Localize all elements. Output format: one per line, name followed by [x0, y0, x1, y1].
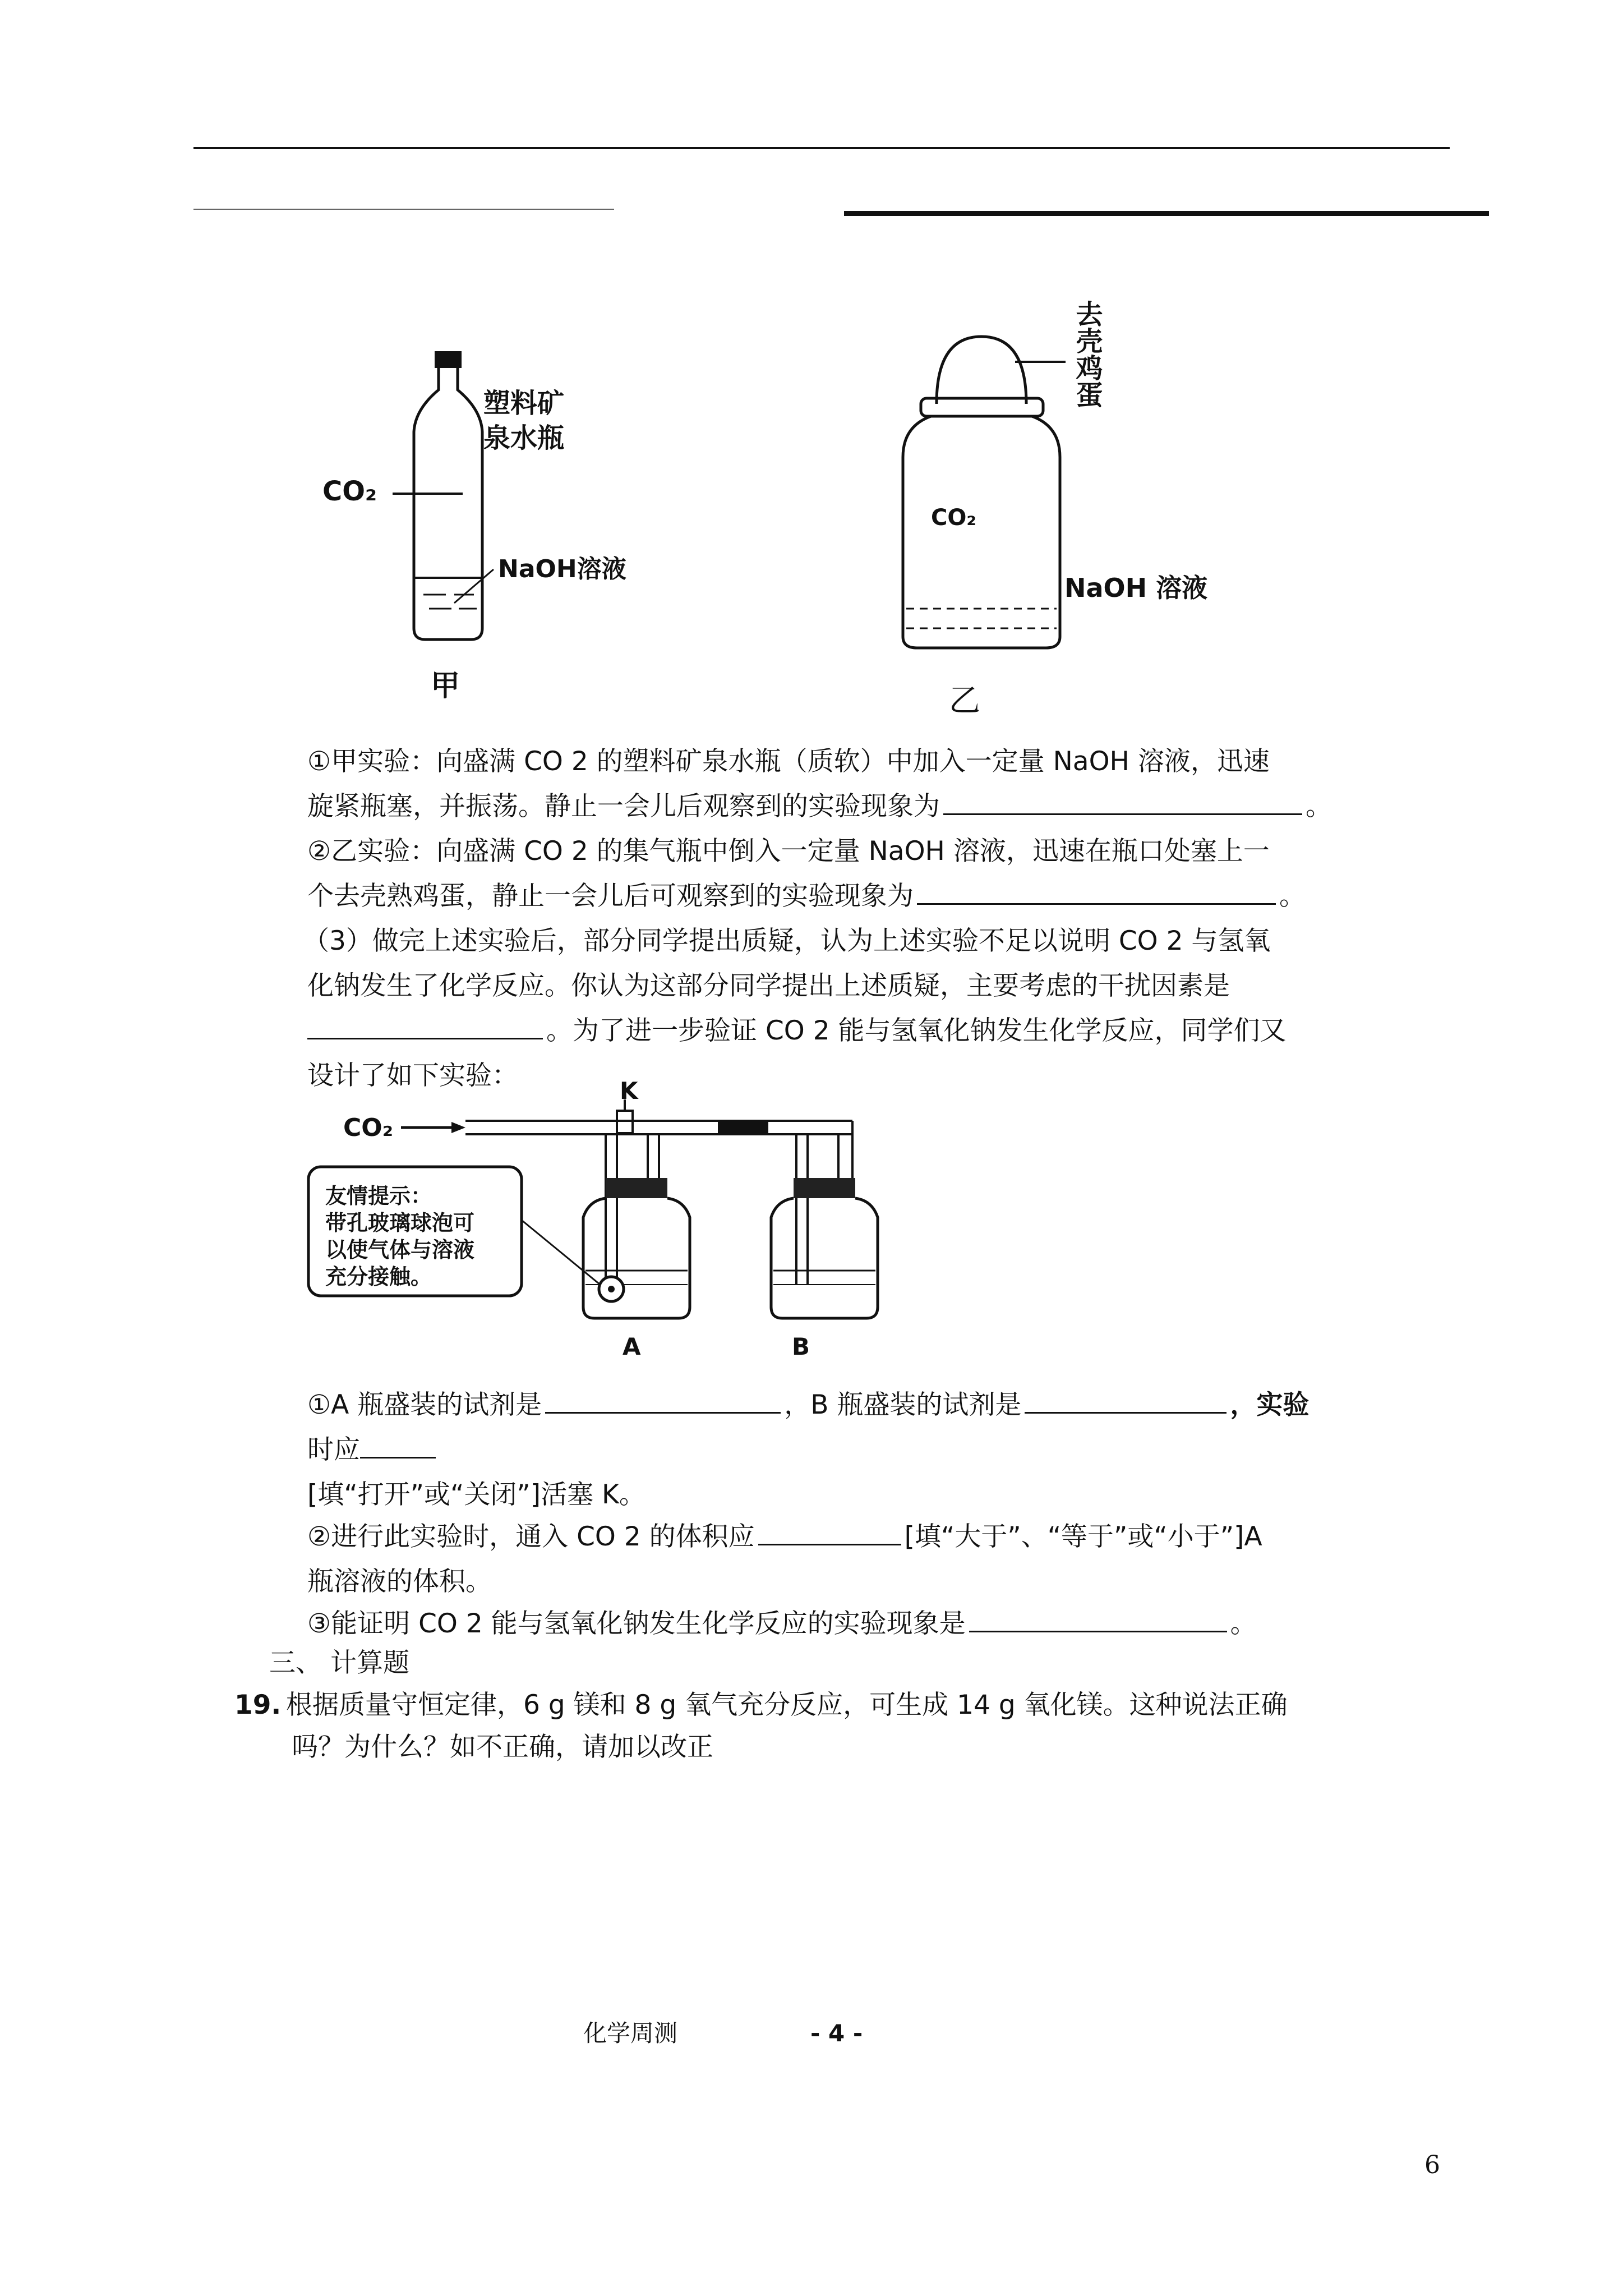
s2-line-1	[307, 1515, 1262, 1559]
q3-line-2: 化钠发生了化学反应。你认为这部分同学提出上述质疑，主要考虑的干扰因素是	[307, 970, 1230, 1001]
bottle-a-label: A	[623, 1333, 641, 1360]
s1-line-1	[307, 1383, 1309, 1428]
q3-line-3	[307, 1009, 1287, 1053]
s1-line-2	[307, 1428, 439, 1473]
q2-2-line-1: ②乙实验：向盛满 CO 2 的集气瓶中倒入一定量 NaOH 溶液，迅速在瓶口处塞上一	[307, 836, 1270, 867]
q3-line-4: 设计了如下实验：	[307, 1060, 518, 1091]
q2-1-line-2	[307, 784, 1332, 829]
tip-box-line-3: 以使气体与溶液	[325, 1237, 475, 1262]
tip-box-line-4: 充分接触。	[325, 1264, 432, 1289]
valve-state-blank[interactable]	[360, 1431, 436, 1458]
figure-jia-caption: 甲	[431, 669, 460, 703]
s1-text-d: 时应	[307, 1434, 360, 1465]
q3-line-1: （3）做完上述实验后，部分同学提出质疑，认为上述实验不足以说明 CO 2 与氢氧	[303, 926, 1271, 956]
q19-line-1: 根据质量守恒定律，6 g 镁和 8 g 氧气充分反应，可生成 14 g 氧化镁。这种说法正确	[286, 1690, 1288, 1720]
a-bottle-reagent-blank[interactable]	[545, 1386, 781, 1414]
s2-line-2: 瓶溶液的体积。	[307, 1566, 492, 1597]
q2-2-answer-blank[interactable]	[917, 877, 1276, 905]
volume-compare-blank[interactable]	[758, 1518, 901, 1545]
q19-number: 19.	[234, 1690, 282, 1720]
s1-text-c: ，实验	[1230, 1389, 1310, 1420]
figure-jia-bottle-label-1: 塑料矿	[483, 388, 565, 419]
figure-yi-solution-label: NaOH 溶液	[1064, 573, 1208, 603]
s1-line-3: [填“打开”或“关闭”]活塞 K。	[307, 1479, 645, 1510]
tip-box-line-2: 带孔玻璃球泡可	[325, 1211, 475, 1235]
q2-1-answer-blank[interactable]	[943, 788, 1302, 815]
footer-subject: 化学周测	[583, 2019, 678, 2047]
figure-apparatus-valve-label: K	[620, 1077, 638, 1105]
s3-end: 。	[1230, 1608, 1257, 1639]
s2-text-a: ②进行此实验时，通入 CO 2 的体积应	[307, 1521, 755, 1552]
figure-apparatus-co2-label: CO₂	[343, 1114, 393, 1142]
s1-text-a: ①A 瓶盛装的试剂是	[307, 1389, 542, 1420]
s1-text-b: ，B 瓶盛装的试剂是	[784, 1389, 1022, 1420]
figure-jia-bottle-label-2: 泉水瓶	[483, 422, 565, 454]
s3-text-a: ③能证明 CO 2 能与氢氧化钠发生化学反应的实验现象是	[307, 1608, 966, 1639]
page-number: 6	[1424, 2151, 1440, 2179]
header-rule-top	[193, 147, 1450, 149]
section-title: 三、 计算题	[269, 1648, 409, 1678]
footer-page: - 4 -	[810, 2019, 863, 2047]
header-rule-left	[193, 209, 614, 210]
bottle-b-label: B	[792, 1333, 810, 1360]
s2-text-b: [填“大于”、“等于”或“小于”]A	[904, 1521, 1262, 1552]
tip-box-line-1: 友情提示：	[325, 1184, 432, 1208]
figure-yi-egg-label: 去壳鸡蛋	[1071, 300, 1103, 408]
header-rule-right	[844, 211, 1489, 216]
q3-line-3-text: 。为了进一步验证 CO 2 能与氢氧化钠发生化学反应，同学们又	[546, 1015, 1287, 1046]
figure-yi-caption: 乙	[949, 683, 980, 719]
q2-2-line-2-text: 个去壳熟鸡蛋，静止一会儿后可观察到的实验现象为	[307, 881, 914, 912]
phenomenon-blank[interactable]	[969, 1605, 1227, 1632]
q2-1-line-1: ①甲实验：向盛满 CO 2 的塑料矿泉水瓶（质软）中加入一定量 NaOH 溶液，迅速	[307, 746, 1270, 777]
q2-2-line-2	[307, 874, 1306, 919]
s3-line-1	[307, 1602, 1257, 1646]
q2-2-end: 。	[1279, 881, 1306, 912]
figure-jia-solution-label: NaOH溶液	[498, 555, 626, 583]
q2-1-line-2-text: 旋紧瓶塞，并振荡。静止一会儿后观察到的实验现象为	[307, 791, 940, 822]
q2-1-end: 。	[1306, 791, 1332, 822]
b-bottle-reagent-blank[interactable]	[1025, 1386, 1227, 1414]
q3-answer-blank[interactable]	[307, 1012, 543, 1039]
figure-jia-co2-label: CO₂	[322, 476, 377, 507]
q19-line-2: 吗？为什么？如不正确，请加以改正	[292, 1732, 713, 1763]
figure-yi-co2-label: CO₂	[931, 505, 976, 531]
